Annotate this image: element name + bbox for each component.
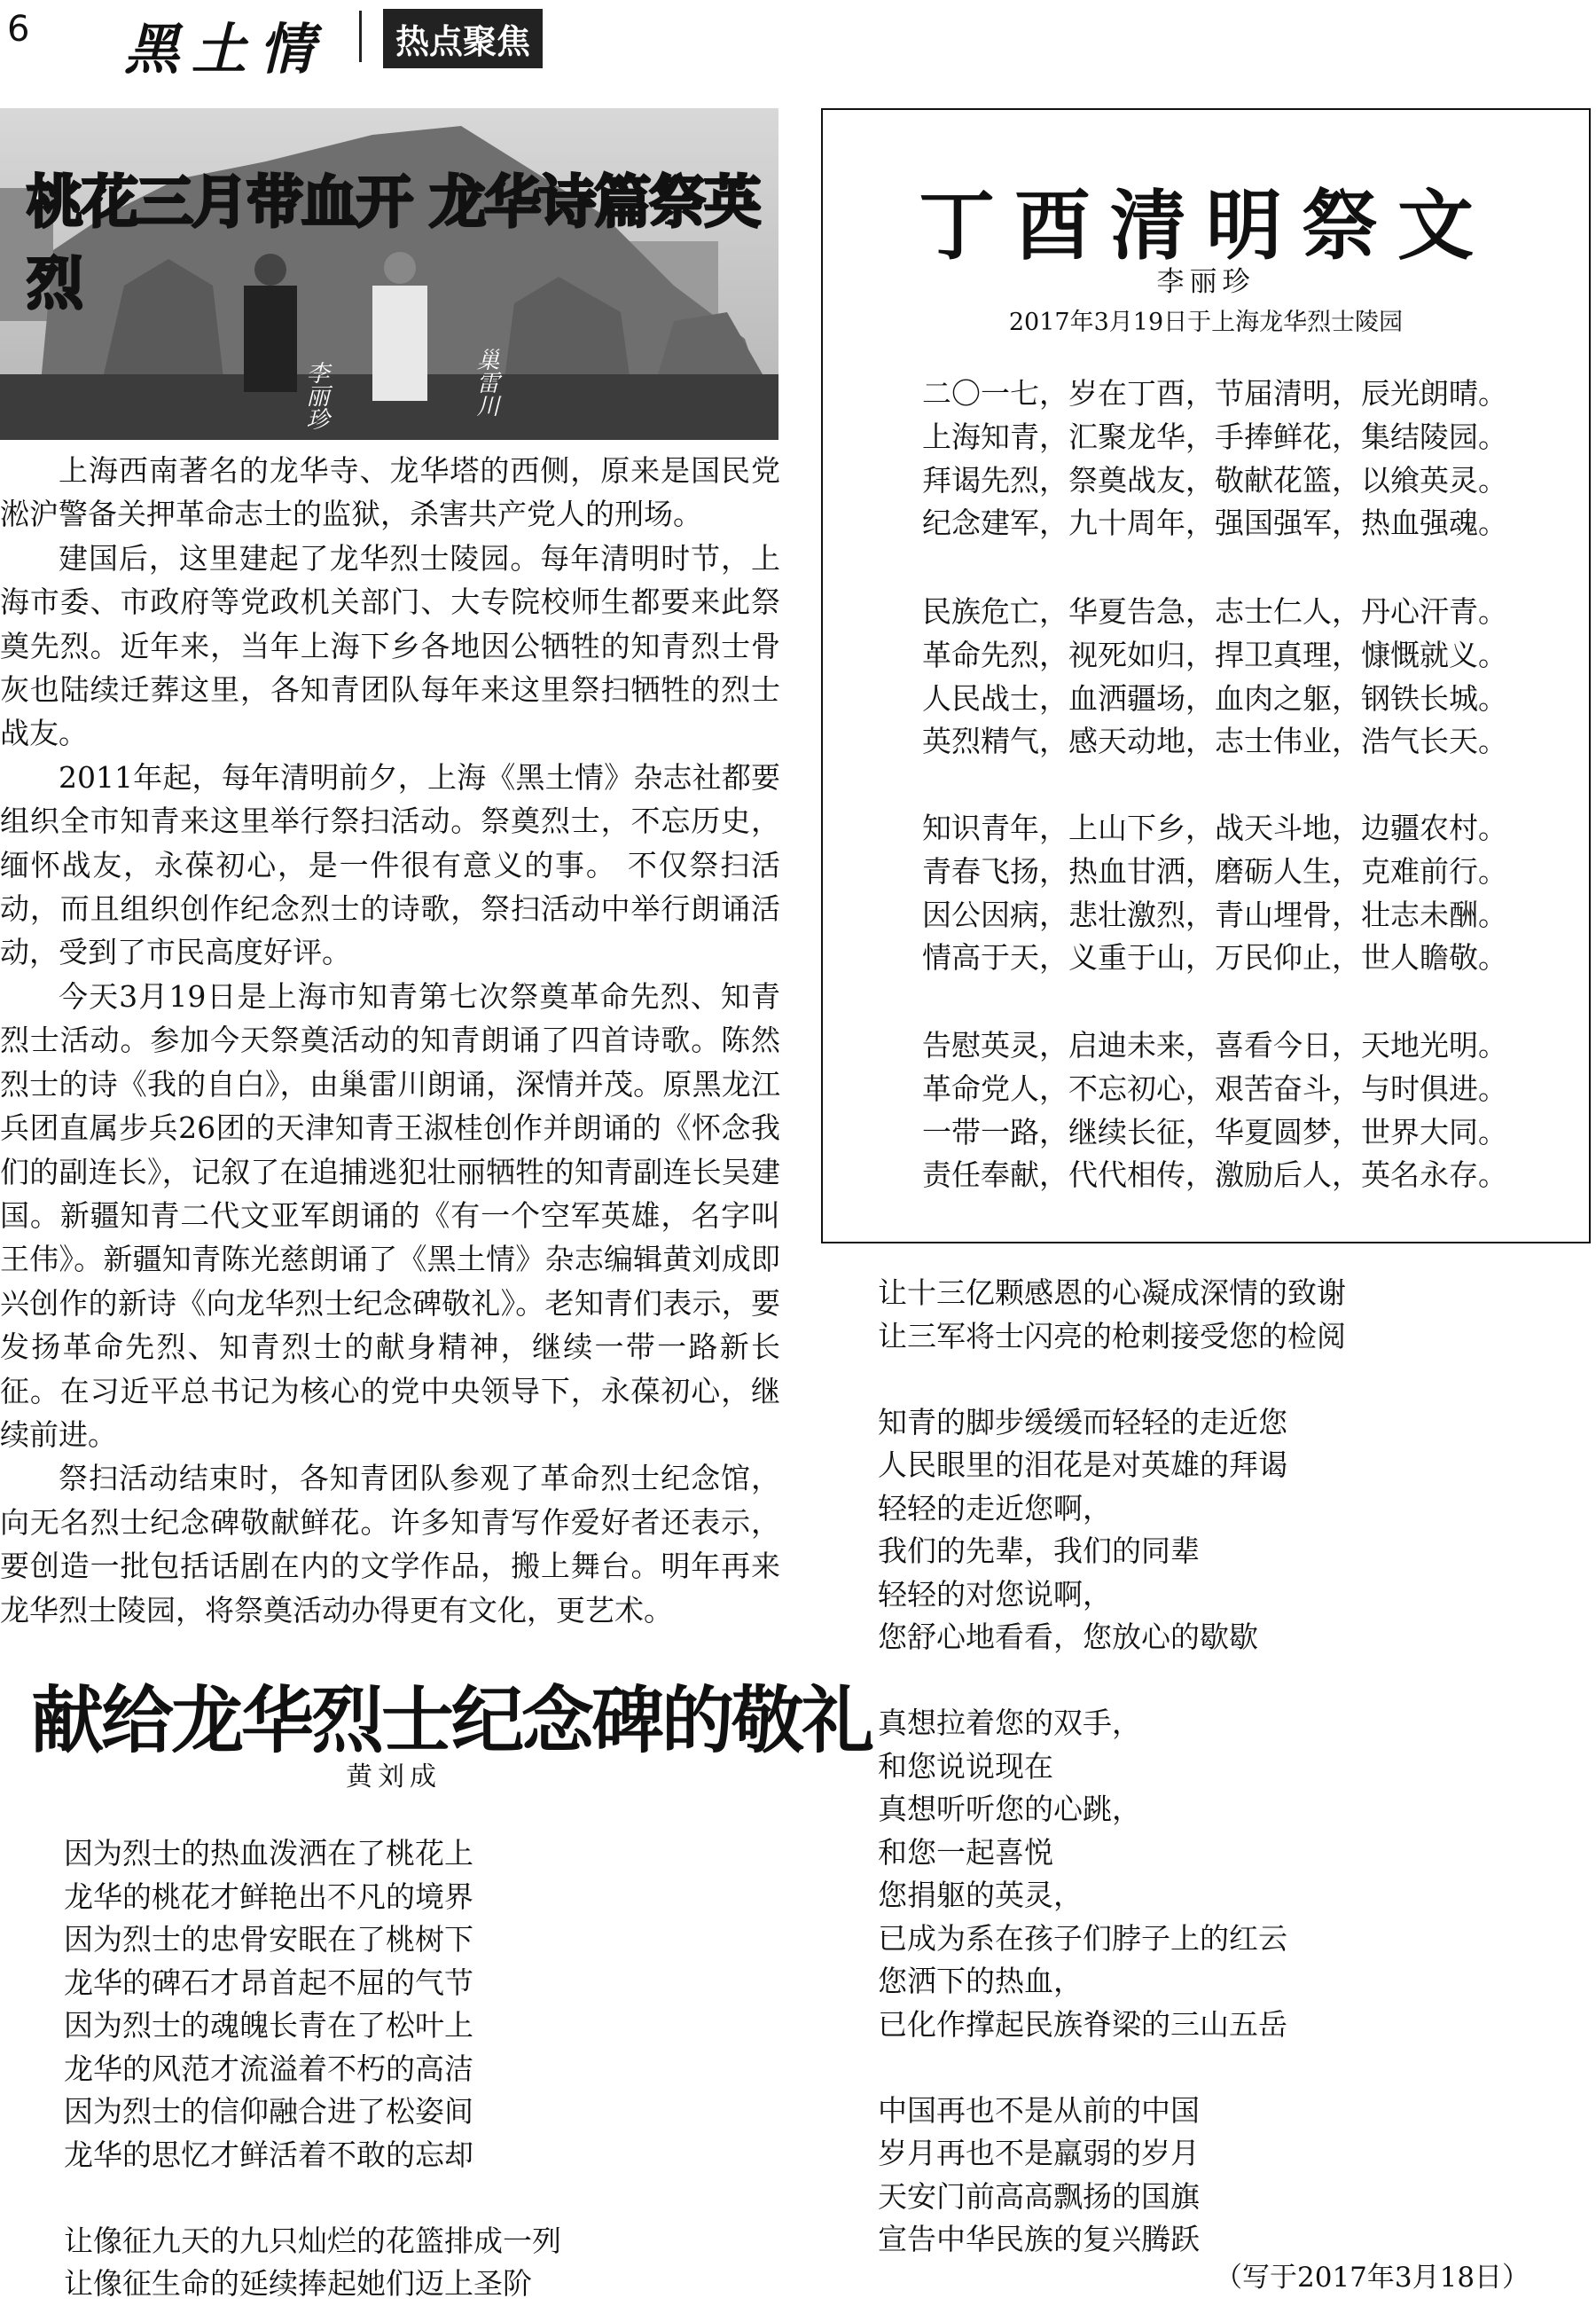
eulogy-stanza bbox=[922, 373, 1507, 545]
poem-stanza-gap bbox=[878, 1358, 1346, 1401]
memorial-photo bbox=[0, 108, 778, 440]
eulogy-date-place: 2017年3月19日于上海龙华烈士陵园 bbox=[1008, 309, 1404, 336]
masthead-logo: 黑土情 bbox=[124, 17, 327, 82]
eulogy-line: 知识青年，上山下乡，战天斗地，边疆农村。 bbox=[922, 811, 1507, 845]
eulogy-line: 革命党人，不忘初心，艰苦奋斗，与时俱进。 bbox=[922, 1071, 1507, 1106]
poem-line: 和您一起喜悦 bbox=[878, 1834, 1053, 1870]
photo-signature-left: 李丽珍 bbox=[302, 361, 329, 430]
poem-line: 我们的先辈，我们的同辈 bbox=[878, 1533, 1200, 1568]
eulogy-line: 上海知青，汇聚龙华，手捧鲜花，集结陵园。 bbox=[922, 419, 1507, 454]
poem-line: 您舒心地看看，您放心的歇歇 bbox=[878, 1620, 1258, 1654]
eulogy-line: 二〇一七，岁在丁酉，节届清明，辰光朗晴。 bbox=[922, 376, 1507, 411]
poem-line: 让十三亿颗感恩的心凝成深情的致谢 bbox=[878, 1275, 1346, 1310]
page-number: 6 bbox=[7, 9, 30, 50]
eulogy-line: 情高于天，义重于山，万民仰止，世人瞻敬。 bbox=[922, 940, 1507, 976]
poem-stanza-gap bbox=[64, 2177, 561, 2220]
poem-line: 中国再也不是从前的中国 bbox=[878, 2092, 1200, 2128]
poem-stanza-gap bbox=[878, 1659, 1346, 1703]
poem-line: 让像征九天的九只灿烂的花篮排成一列 bbox=[64, 2223, 561, 2258]
poem-line: 让三军将士闪亮的枪刺接受您的检阅 bbox=[878, 1318, 1346, 1353]
eulogy-line: 人民战士，血洒疆场，血肉之躯，钢铁长城。 bbox=[922, 680, 1507, 716]
poem-line: 因为烈士的忠骨安眠在了桃树下 bbox=[64, 1922, 473, 1957]
poem-line: 龙华的思忆才鲜活着不敢的忘却 bbox=[64, 2137, 473, 2172]
article-paragraph: 今天3月19日是上海市知青第七次祭奠革命先烈、知青烈士活动。参加今天祭奠活动的知青朗诵了四首诗歌。陈然烈士的诗《我的自白》，由巢雷川朗诵，深情并茂。原黑龙江兵团直属步兵26团的天津知青王淑桂创作并朗诵的《怀念我们的副连长》，记叙了在追捕逃犯壮丽牺牲的知青副连长吴建国。新疆知青二代文亚军朗诵的《有一个空军英雄，名字叫王伟》。新疆知青陈光慈朗诵了《黑土情》杂志编辑黄刘成即兴创作的新诗《向龙华烈士纪念碑敬礼》。老知青们表示，要发扬革命先烈、知青烈士的献身精神，继续一带一路新长征。在习近平总书记为核心的党中央领导下，永葆初心，继续前进。 bbox=[0, 978, 780, 1452]
poem-line: 龙华的桃花才鲜艳出不凡的境界 bbox=[64, 1879, 473, 1914]
poem-line: 您捐躯的英灵， bbox=[878, 1878, 1083, 1912]
poem-date-note: （写于2017年3月18日） bbox=[1215, 2262, 1530, 2294]
poem-line: 因为烈士的热血泼洒在了桃花上 bbox=[64, 1836, 473, 1871]
eulogy-line: 责任奉献，代代相传，激励后人，英名永存。 bbox=[922, 1157, 1507, 1193]
section-label: 热点聚焦 bbox=[383, 9, 543, 68]
poem-author: 黄刘成 bbox=[346, 1761, 442, 1792]
poem-title: 献给龙华烈士纪念碑的敬礼 bbox=[31, 1679, 872, 1763]
poem-line: 龙华的风范才流溢着不朽的高洁 bbox=[64, 2051, 473, 2086]
article-paragraph: 2011年起，每年清明前夕，上海《黑土情》杂志社都要组织全市知青来这里举行祭扫活动。祭奠烈士，不忘历史，缅怀战友，永葆初心，是一件很有意义的事。 不仅祭扫活动，而且组织创作纪念烈士的诗歌，祭扫活动中举行朗诵活动，受到了市民高度好评。 bbox=[0, 759, 780, 970]
poem-line: 您洒下的热血， bbox=[878, 1964, 1083, 1998]
poem-left-column bbox=[64, 1832, 561, 2306]
poem-line: 轻轻的对您说啊， bbox=[878, 1576, 1112, 1612]
poem-line: 已化作撑起民族脊梁的三山五岳 bbox=[878, 2006, 1287, 2042]
eulogy-stanza bbox=[922, 1024, 1507, 1197]
poem-line: 岁月再也不是羸弱的岁月 bbox=[878, 2136, 1200, 2170]
poem-line: 人民眼里的泪花是对英雄的拜谒 bbox=[878, 1447, 1287, 1482]
poem-line: 宣告中华民族的复兴腾跃 bbox=[878, 2222, 1200, 2256]
poem-stanza-gap bbox=[878, 2046, 1346, 2090]
eulogy-line: 革命先烈，视死如归，捍卫真理，慷慨就义。 bbox=[922, 637, 1507, 672]
poem-line: 真想听听您的心跳， bbox=[878, 1792, 1141, 1826]
article-paragraph: 建国后，这里建起了龙华烈士陵园。每年清明时节，上海市委、市政府等党政机关部门、大专院校师生都要来此祭奠先烈。近年来，当年上海下乡各地因公牺牲的知青烈士骨灰也陆续迁葬这里，各知青团队每年来这里祭扫牺牲的烈士战友。 bbox=[0, 540, 780, 751]
masthead-divider bbox=[359, 11, 362, 62]
eulogy-line: 拜谒先烈，祭奠战友，敬献花篮，以飨英灵。 bbox=[922, 462, 1507, 498]
poem-line: 知青的脚步缓缓而轻轻的走近您 bbox=[878, 1404, 1287, 1439]
eulogy-line: 因公因病，悲壮激烈，青山埋骨，壮志未酬。 bbox=[922, 897, 1507, 932]
article-paragraph: 上海西南著名的龙华寺、龙华塔的西侧，原来是国民党淞沪警备关押革命志士的监狱，杀害共产党人的刑场。 bbox=[0, 453, 780, 532]
eulogy-line: 民族危亡，华夏告急，志士仁人，丹心汗青。 bbox=[922, 594, 1507, 629]
poem-line: 让像征生命的延续捧起她们迈上圣阶 bbox=[64, 2266, 532, 2301]
poem-line: 已成为系在孩子们脖子上的红云 bbox=[878, 1920, 1287, 1956]
eulogy-stanza bbox=[922, 807, 1507, 980]
eulogy-line: 青春飞扬，热血甘洒，磨砺人生，克难前行。 bbox=[922, 853, 1507, 889]
photo-headline: 桃花三月带血开 龙华诗篇祭英烈 bbox=[27, 170, 760, 318]
poem-line: 轻轻的走近您啊， bbox=[878, 1490, 1112, 1526]
poem-line: 真想拉着您的双手， bbox=[878, 1706, 1141, 1740]
photo-signature-right: 巢雷川 bbox=[473, 348, 499, 417]
eulogy-author: 李丽珍 bbox=[1156, 266, 1256, 298]
eulogy-title: 丁酉清明祭文 bbox=[919, 181, 1493, 271]
eulogy-line: 告慰英灵，启迪未来，喜看今日，天地光明。 bbox=[922, 1028, 1507, 1063]
poem-line: 因为烈士的魂魄长青在了松叶上 bbox=[64, 2008, 473, 2043]
eulogy-stanza bbox=[922, 591, 1507, 764]
eulogy-line: 纪念建军，九十周年，强国强军，热血强魂。 bbox=[922, 506, 1507, 541]
news-article bbox=[0, 449, 780, 1632]
eulogy-line: 英烈精气，感天动地，志士伟业，浩气长天。 bbox=[922, 724, 1507, 759]
article-paragraph: 祭扫活动结束时，各知青团队参观了革命烈士纪念馆，向无名烈士纪念碑敬献鲜花。许多知青写作爱好者还表示，要创造一批包括话剧在内的文学作品，搬上舞台。明年再来龙华烈士陵园，将祭奠活动办得更有文化，更艺术。 bbox=[0, 1461, 780, 1628]
poem-line: 因为烈士的信仰融合进了松姿间 bbox=[64, 2094, 473, 2129]
poem-right-column bbox=[878, 1272, 1346, 2262]
poem-line: 天安门前高高飘扬的国旗 bbox=[878, 2178, 1200, 2214]
poem-line: 龙华的碑石才昂首起不屈的气节 bbox=[64, 1965, 473, 2000]
eulogy-line: 一带一路，继续长征，华夏圆梦，世界大同。 bbox=[922, 1114, 1507, 1149]
poem-line: 和您说说现在 bbox=[878, 1748, 1053, 1784]
